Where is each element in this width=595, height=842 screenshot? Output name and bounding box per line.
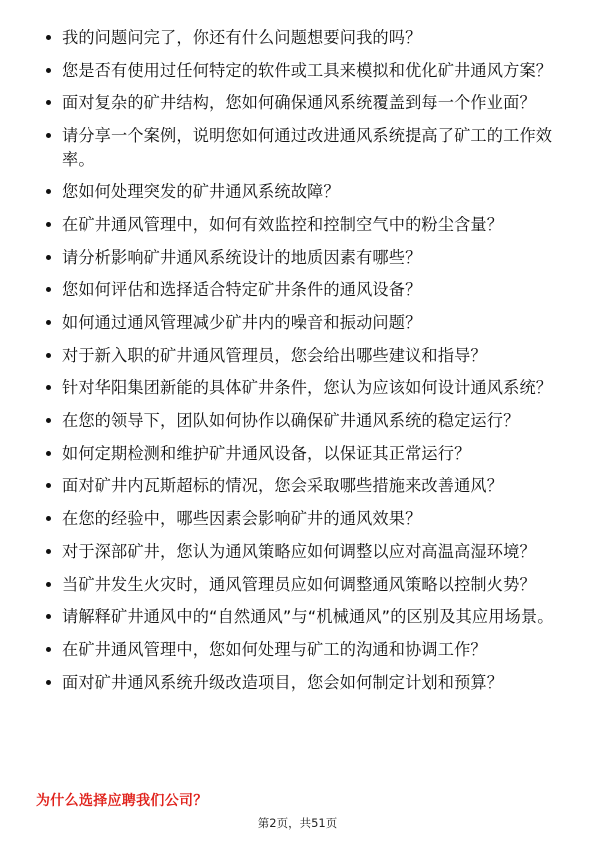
- bullet-icon: [46, 320, 51, 325]
- question-text: 针对华阳集团新能的具体矿井条件，您认为应该如何设计通风系统？: [62, 378, 553, 398]
- question-text: 对于新入职的矿井通风管理员，您会给出哪些建议和指导？: [62, 345, 487, 365]
- list-item: [36, 442, 556, 466]
- bullet-icon: [46, 549, 51, 554]
- list-item: [36, 540, 556, 564]
- question-text: 您如何处理突发的矿井通风系统故障？: [62, 182, 340, 202]
- question-text: 面对矿井内瓦斯超标的情况，您会采取哪些措施来改善通风？: [62, 476, 504, 496]
- list-item: [36, 124, 556, 171]
- question-text: 您是否有使用过任何特定的软件或工具来模拟和优化矿井通风方案？: [62, 60, 553, 80]
- bullet-icon: [46, 483, 51, 488]
- list-item: [36, 213, 556, 237]
- question-text: 在您的经验中，哪些因素会影响矿井的通风效果？: [62, 509, 422, 529]
- list-item: [36, 91, 556, 115]
- question-text: 面对复杂的矿井结构，您如何确保通风系统覆盖到每一个作业面？: [62, 93, 536, 113]
- bullet-icon: [46, 222, 51, 227]
- list-item: [36, 638, 556, 662]
- list-item: [36, 180, 556, 204]
- bullet-icon: [46, 647, 51, 652]
- list-item: [36, 311, 556, 335]
- bullet-icon: [46, 353, 51, 358]
- list-item: [36, 59, 556, 83]
- bullet-icon: [46, 100, 51, 105]
- bullet-icon: [46, 385, 51, 390]
- bullet-icon: [46, 133, 51, 138]
- question-text: 您如何评估和选择适合特定矿井条件的通风设备？: [62, 280, 422, 300]
- question-text: 请分享一个案例，说明您如何通过改进通风系统提高了矿工的工作效率。: [62, 126, 553, 169]
- page-number: 第2页，共51页: [257, 816, 338, 830]
- question-list: [36, 26, 556, 703]
- question-text: 请解释矿井通风中的“自然通风”与“机械通风”的区别及其应用场景。: [62, 607, 554, 627]
- bullet-icon: [46, 516, 51, 521]
- question-text: 面对矿井通风系统升级改造项目，您会如何制定计划和预算？: [62, 672, 504, 692]
- list-item: [36, 605, 556, 629]
- bullet-icon: [46, 451, 51, 456]
- question-text: 在矿井通风管理中，您如何处理与矿工的沟通和协调工作？: [62, 639, 487, 659]
- question-text: 如何定期检测和维护矿井通风设备，以保证其正常运行？: [62, 443, 471, 463]
- list-item: [36, 376, 556, 400]
- list-item: [36, 246, 556, 270]
- list-item: [36, 671, 556, 695]
- list-item: [36, 474, 556, 498]
- list-item: [36, 409, 556, 433]
- bullet-icon: [46, 418, 51, 423]
- question-text: 在矿井通风管理中，如何有效监控和控制空气中的粉尘含量？: [62, 214, 504, 234]
- bullet-icon: [46, 614, 51, 619]
- question-text: 在您的领导下，团队如何协作以确保矿井通风系统的稳定运行？: [62, 411, 520, 431]
- question-text: 如何通过通风管理减少矿井内的噪音和振动问题？: [62, 313, 422, 332]
- list-item: [36, 278, 556, 302]
- bullet-icon: [46, 287, 51, 292]
- bullet-icon: [46, 35, 51, 40]
- bullet-icon: [46, 582, 51, 587]
- list-item: [36, 26, 556, 50]
- section-heading: 为什么选择应聘我们公司？: [36, 793, 208, 809]
- bullet-icon: [46, 189, 51, 194]
- list-item: [36, 573, 556, 597]
- question-text: 我的问题问完了，你还有什么问题想要问我的吗？: [62, 28, 422, 47]
- bullet-icon: [46, 680, 51, 685]
- list-item: [36, 507, 556, 531]
- question-text: 对于深部矿井，您认为通风策略应如何调整以应对高温高湿环境？: [62, 541, 536, 561]
- question-text: 请分析影响矿井通风系统设计的地质因素有哪些？: [62, 247, 422, 267]
- bullet-icon: [46, 68, 51, 73]
- bullet-icon: [46, 255, 51, 260]
- list-item: [36, 344, 556, 368]
- question-text: 当矿井发生火灾时，通风管理员应如何调整通风策略以控制火势？: [62, 574, 536, 594]
